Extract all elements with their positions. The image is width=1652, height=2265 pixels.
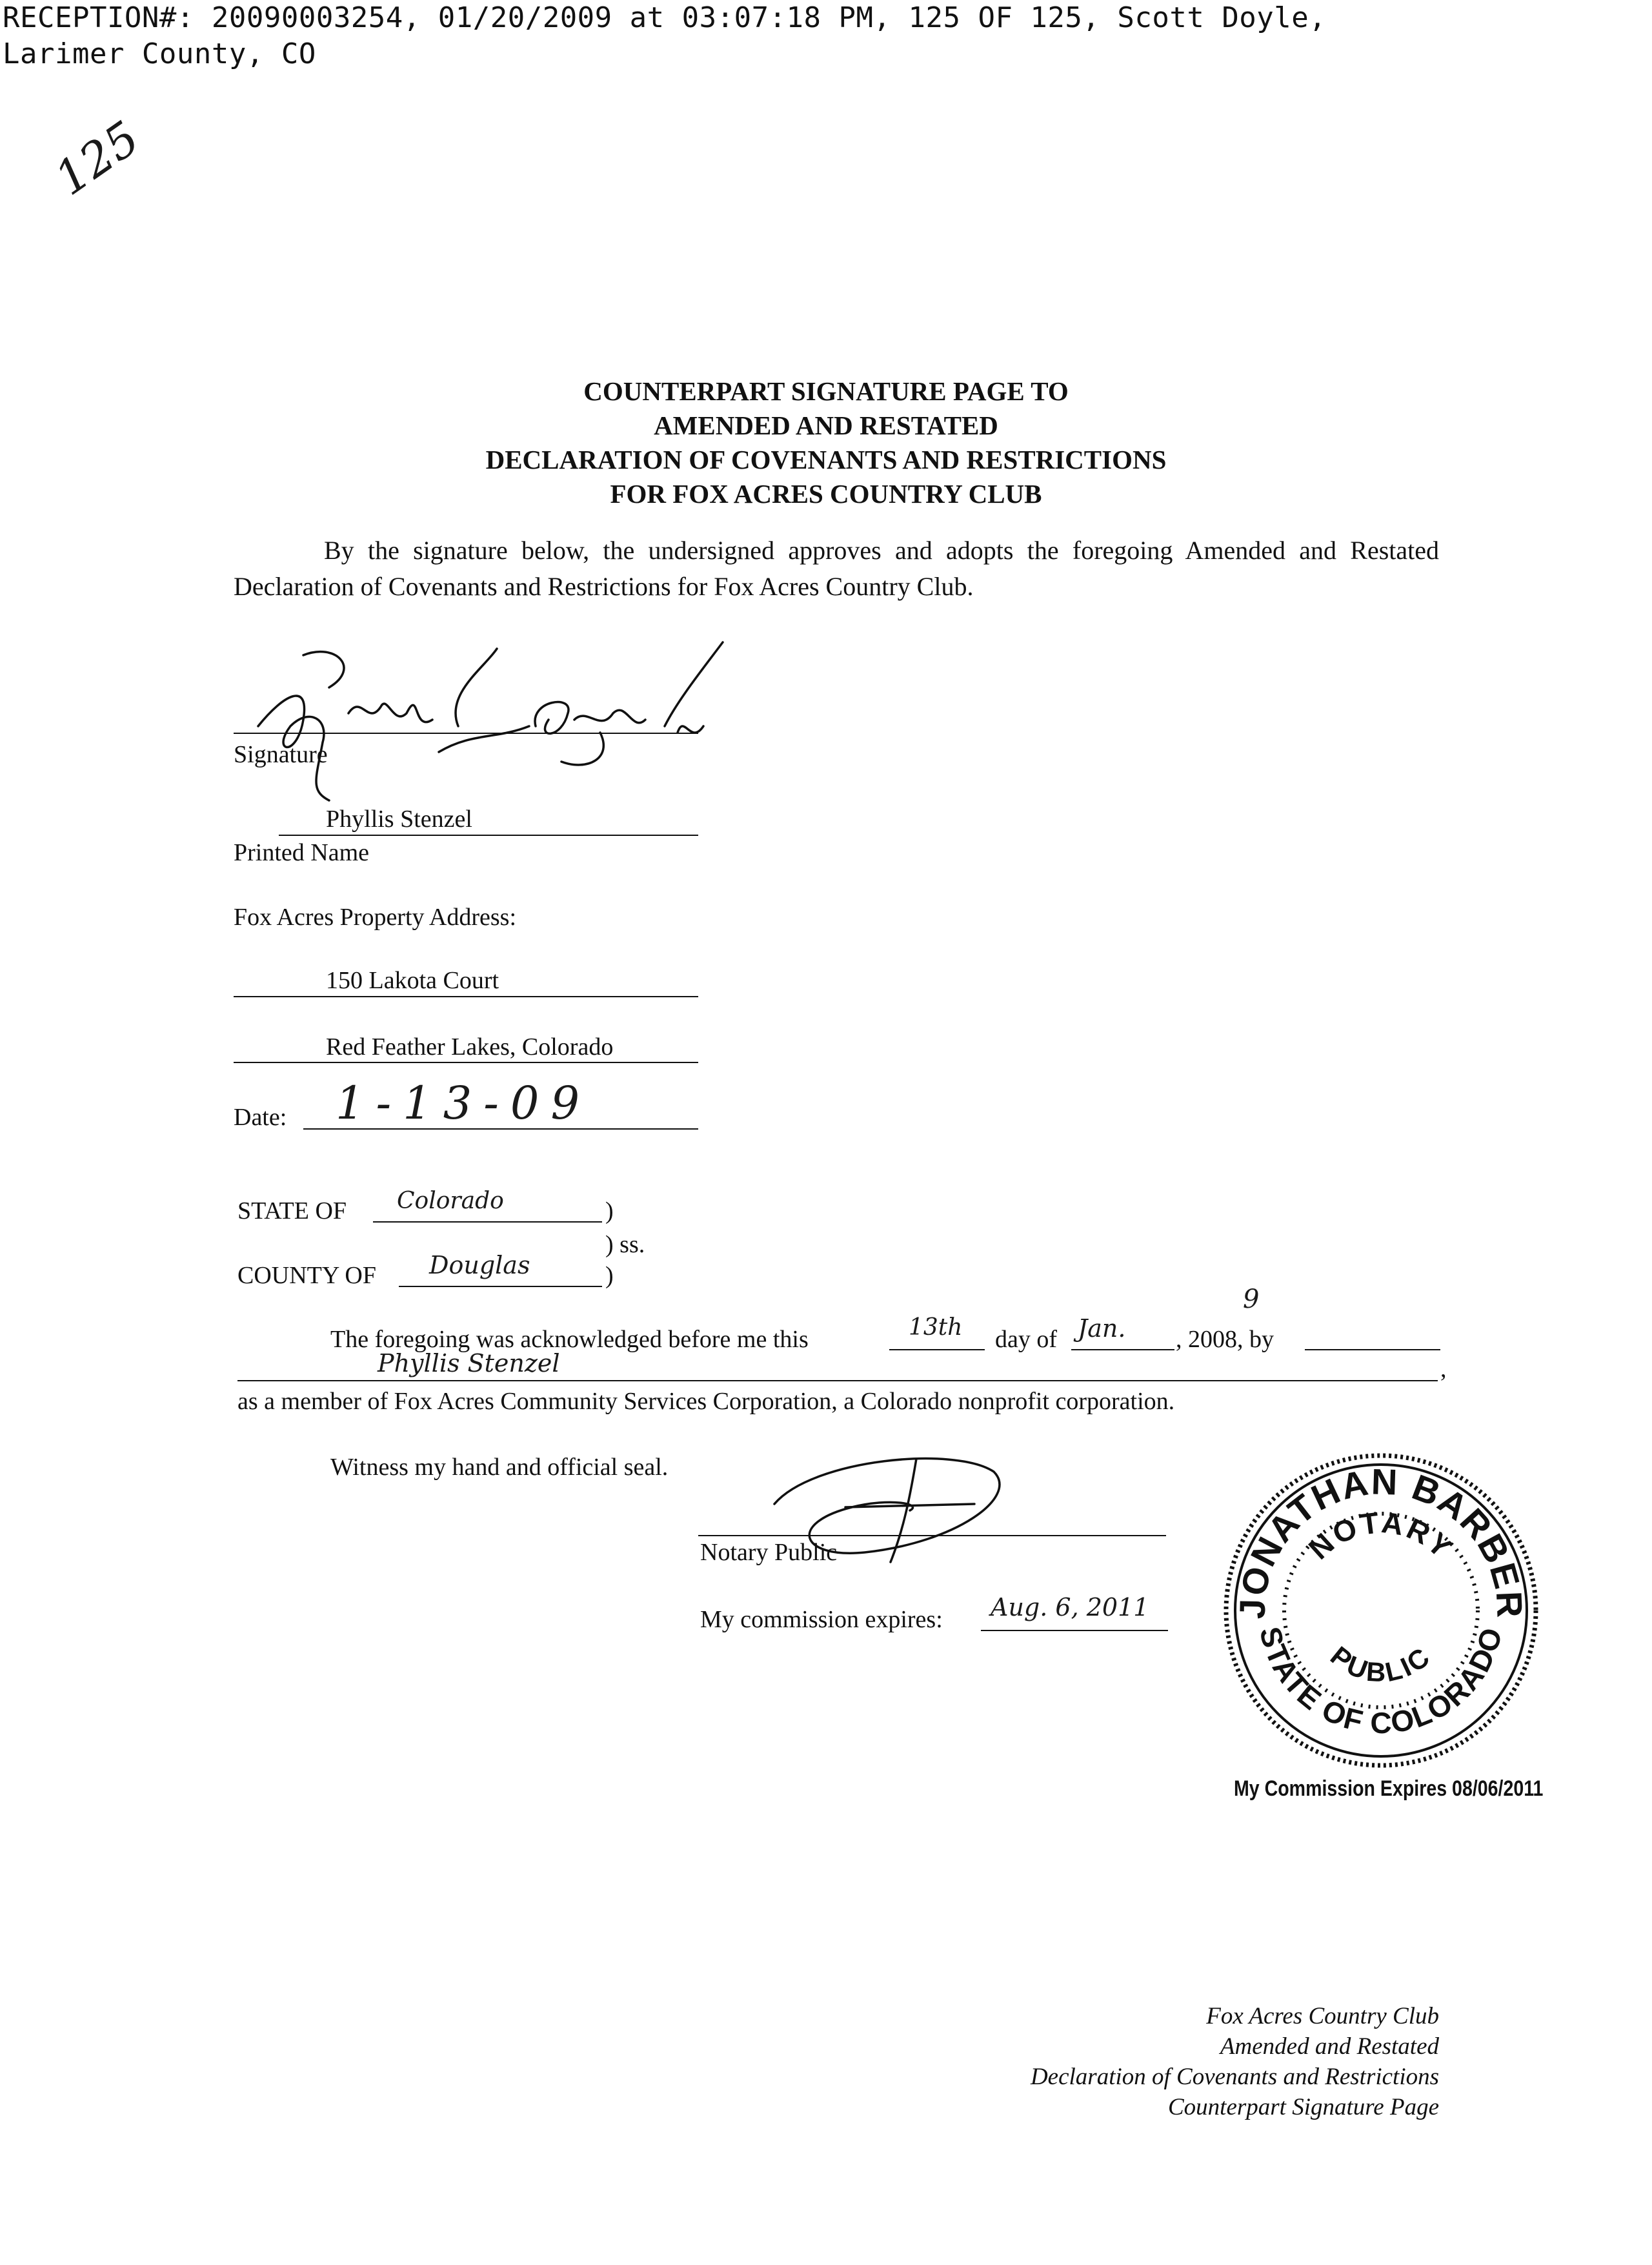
seal-state: STATE OF COLORADO	[1253, 1623, 1509, 1740]
acknowledgement-name: Phyllis Stenzel	[378, 1349, 560, 1377]
notary-seal	[1220, 1449, 1542, 1772]
county-paren: )	[605, 1262, 614, 1289]
footer-line-4: Counterpart Signature Page	[1168, 2094, 1439, 2120]
state-paren: )	[605, 1197, 614, 1224]
state-value: Colorado	[397, 1188, 504, 1214]
acknowledgement-month: Jan.	[1078, 1314, 1126, 1343]
seal-name: JONATHAN BARBER	[1231, 1461, 1531, 1620]
title-line-4: FOR FOX ACRES COUNTRY CLUB	[610, 479, 1042, 509]
title-line-1: COUNTERPART SIGNATURE PAGE TO	[583, 376, 1069, 406]
address-line-1	[234, 996, 698, 997]
notary-signature-line	[698, 1535, 1166, 1536]
footer-line-3: Declaration of Covenants and Restrictions	[1030, 2064, 1439, 2090]
printed-name-label: Printed Name	[234, 839, 370, 866]
title-line-2: AMENDED AND RESTATED	[654, 411, 998, 440]
notary-public-label: Notary Public	[700, 1539, 838, 1566]
document-title	[0, 374, 1652, 511]
commission-label: My commission expires:	[700, 1606, 943, 1633]
address-line-1-value: 150 Lakota Court	[326, 967, 499, 994]
address-line-2	[234, 1062, 698, 1063]
ss-label: ) ss.	[605, 1231, 645, 1258]
address-line-2-value: Red Feather Lakes, Colorado	[326, 1033, 614, 1061]
state-line	[373, 1221, 602, 1223]
reception-line-1: RECEPTION#: 20090003254, 01/20/2009 at 03:07:18 PM, 125 OF 125, Scott Doyle,	[3, 1, 1327, 34]
commission-line	[981, 1630, 1168, 1631]
year-correction: 9	[1243, 1285, 1260, 1314]
county-label: COUNTY OF	[237, 1262, 376, 1289]
day-of-label: day of	[995, 1326, 1058, 1353]
member-text: as a member of Fox Acres Community Services Corporation, a Colorado nonprofit corporation.	[237, 1388, 1175, 1415]
by-line	[1305, 1349, 1440, 1350]
name-line	[237, 1380, 1438, 1381]
property-address-label: Fox Acres Property Address:	[234, 904, 517, 931]
seal-expires: My Commission Expires 08/06/2011	[1234, 1776, 1544, 1801]
date-line	[303, 1128, 698, 1130]
county-line	[399, 1286, 602, 1287]
reception-line-2: Larimer County, CO	[3, 37, 316, 70]
day-line	[889, 1349, 985, 1350]
printed-name-value: Phyllis Stenzel	[326, 806, 472, 833]
witness-text: Witness my hand and official seal.	[330, 1454, 669, 1481]
page-footer	[1031, 2001, 1439, 2122]
signature-label: Signature	[234, 741, 328, 768]
county-value: Douglas	[429, 1251, 530, 1279]
footer-line-1: Fox Acres Country Club	[1206, 2003, 1439, 2029]
intro-paragraph: By the signature below, the undersigned approves and adopts the foregoing Amended and Restated Declaration of Covenants and Restrictions for Fox Acres Country Club.	[234, 536, 1439, 601]
name-comma: ,	[1440, 1356, 1447, 1383]
footer-line-2: Amended and Restated	[1220, 2033, 1439, 2060]
signature-scribble	[226, 629, 755, 804]
seal-public: PUBLIC	[1325, 1640, 1437, 1688]
acknowledgement-text: The foregoing was acknowledged before me this	[330, 1326, 809, 1353]
date-value: 1-13-09	[336, 1077, 591, 1130]
page-mark: 125	[45, 110, 149, 206]
reception-stamp	[3, 0, 1326, 72]
state-label: STATE OF	[237, 1197, 347, 1224]
date-label: Date:	[234, 1104, 287, 1131]
title-line-3: DECLARATION OF COVENANTS AND RESTRICTIONS	[485, 445, 1167, 474]
printed-name-line	[279, 835, 698, 836]
acknowledgement-day: 13th	[909, 1314, 963, 1341]
acknowledgement-year: , 2008, by	[1176, 1326, 1274, 1353]
month-line	[1071, 1349, 1174, 1350]
signature-line	[234, 733, 698, 734]
commission-value: Aug. 6, 2011	[991, 1593, 1149, 1621]
seal-notary: NOTARY	[1302, 1505, 1460, 1566]
